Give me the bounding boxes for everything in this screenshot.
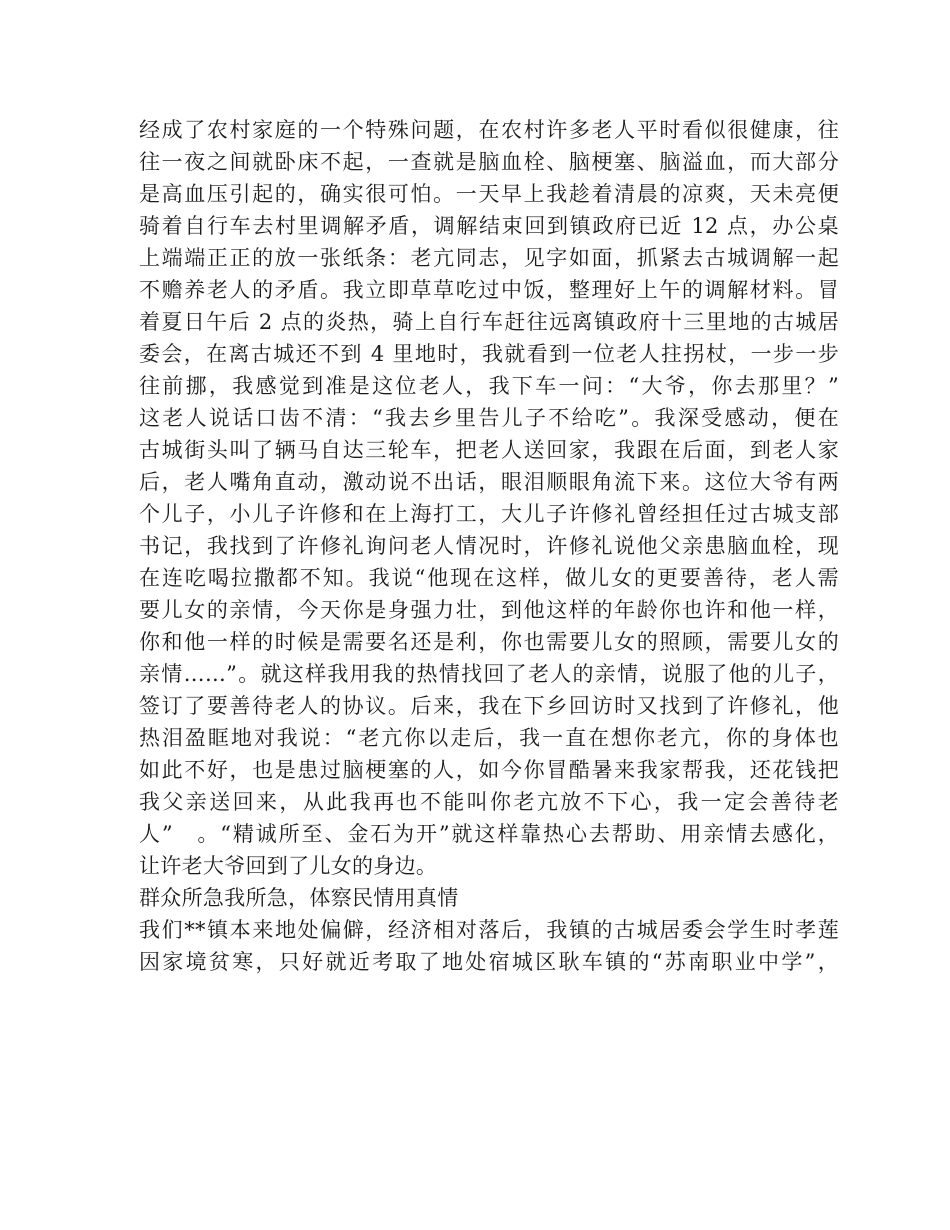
paragraph-last-line: 让许老大爷回到了儿女的身边。	[139, 854, 438, 878]
text-line: 因家境贫寒，只好就近考取了地处宿城区耿车镇的“苏南职业中学”，	[139, 950, 839, 974]
text-line: 委会，在离古城还不到 4 里地时，我就看到一位老人拄拐杖，一步一步	[139, 342, 839, 366]
text-line: 古城街头叫了辆马自达三轮车，把老人送回家，我跟在后面，到老人家	[139, 438, 839, 462]
document-body	[139, 114, 839, 978]
section-heading: 群众所急我所急，体察民情用真情	[139, 886, 459, 910]
text-line: 后，老人嘴角直动，激动说不出话，眼泪顺眼角流下来。这位大爷有两	[139, 470, 839, 494]
text-line: 这老人说话口齿不清：“我去乡里告儿子不给吃”。我深受感动，便在	[139, 406, 839, 430]
text-line: 往一夜之间就卧床不起，一查就是脑血栓、脑梗塞、脑溢血，而大部分	[139, 150, 839, 174]
text-line: 经成了农村家庭的一个特殊问题，在农村许多老人平时看似很健康，往	[139, 118, 839, 142]
text-line: 我父亲送回来，从此我再也不能叫你老亢放不下心，我一定会善待老	[139, 790, 839, 814]
text-line: 上端端正正的放一张纸条：老亢同志，见字如面，抓紧去古城调解一起	[139, 246, 839, 270]
text-line: 往前挪，我感觉到准是这位老人，我下车一问：“大爷，你去那里？”	[139, 374, 839, 398]
text-line: 热泪盈眶地对我说：“老亢你以走后，我一直在想你老亢，你的身体也	[139, 726, 839, 750]
text-line: 个儿子，小儿子许修和在上海打工，大儿子许修礼曾经担任过古城支部	[139, 502, 839, 526]
text-line: 是高血压引起的，确实很可怕。一天早上我趁着清晨的凉爽，天未亮便	[139, 182, 839, 206]
text-line: 签订了要善待老人的协议。后来，我在下乡回访时又找到了许修礼，他	[139, 694, 839, 718]
text-line: 不赡养老人的矛盾。我立即草草吃过中饭，整理好上午的调解材料。冒	[139, 278, 839, 302]
text-line: 亲情……”。就这样我用我的热情找回了老人的亲情，说服了他的儿子，	[139, 662, 839, 686]
text-line: 人” 。“精诚所至、金石为开”就这样靠热心去帮助、用亲情去感化，	[139, 822, 839, 846]
text-line: 要儿女的亲情，今天你是身强力壮，到他这样的年龄你也许和他一样，	[139, 598, 839, 622]
text-line: 如此不好，也是患过脑梗塞的人，如今你冒酷暑来我家帮我，还花钱把	[139, 758, 839, 782]
text-line: 书记，我找到了许修礼询问老人情况时，许修礼说他父亲患脑血栓，现	[139, 534, 839, 558]
text-line: 着夏日午后 2 点的炎热，骑上自行车赶往远离镇政府十三里地的古城居	[139, 310, 839, 334]
text-line: 在连吃喝拉撒都不知。我说“他现在这样，做儿女的更要善待，老人需	[139, 566, 839, 590]
text-line: 我们**镇本来地处偏僻，经济相对落后，我镇的古城居委会学生时孝莲	[139, 918, 839, 942]
text-line: 你和他一样的时候是需要名还是利，你也需要儿女的照顾，需要儿女的	[139, 630, 839, 654]
text-line: 骑着自行车去村里调解矛盾，调解结束回到镇政府已近 12 点，办公桌	[139, 214, 839, 238]
